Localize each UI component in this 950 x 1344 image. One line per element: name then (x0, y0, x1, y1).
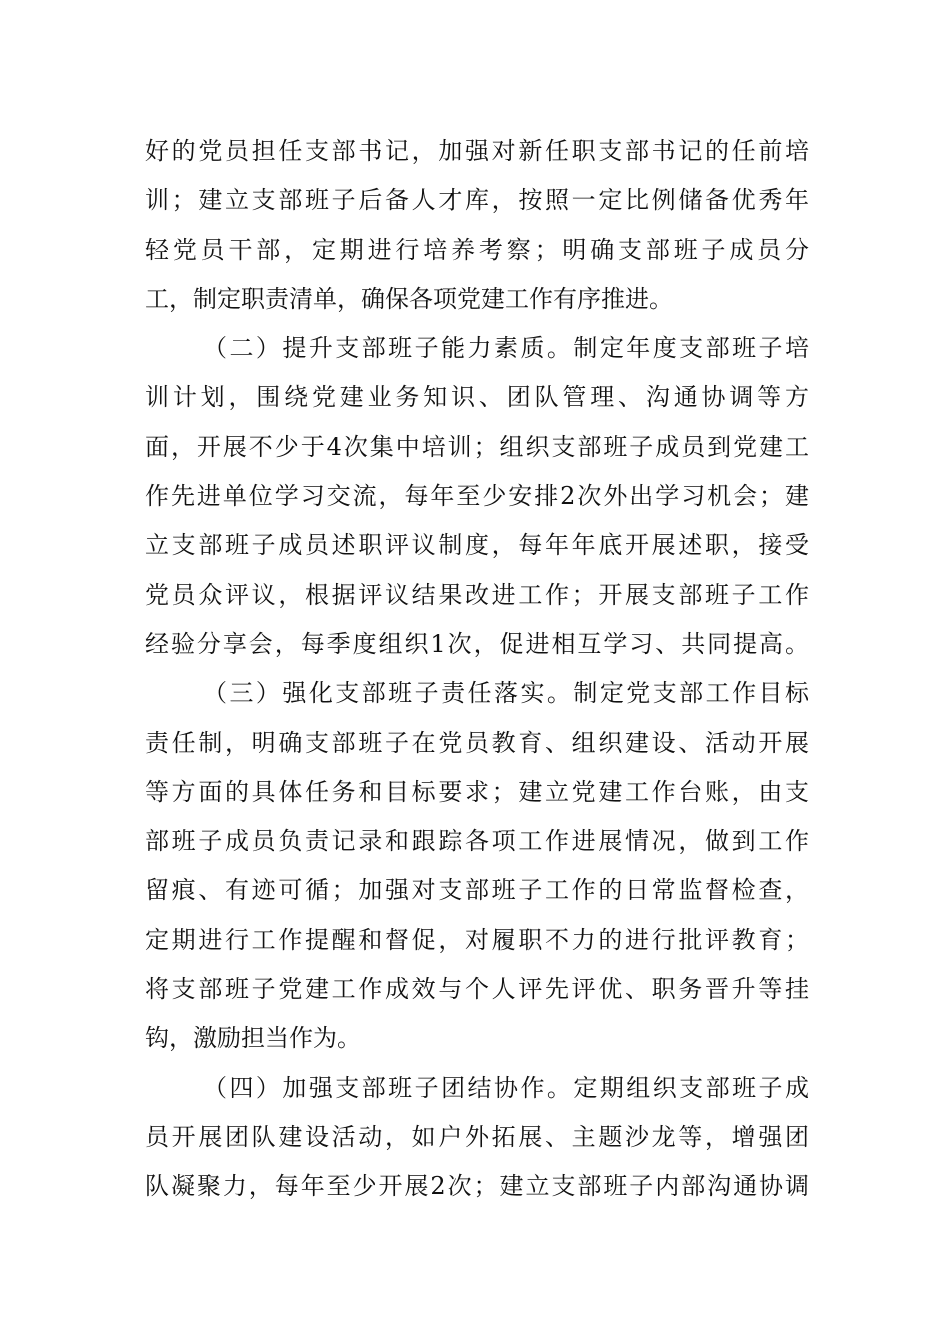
text-line: 党员众评议，根据评议结果改进工作；开展支部班子工作 (145, 580, 809, 609)
text-line: 将支部班子党建工作成效与个人评先评优、职务晋升等挂 (145, 975, 809, 1004)
text-line: 留痕、有迹可循；加强对支部班子工作的日常监督检查， (145, 876, 809, 905)
text-line: 等方面的具体任务和目标要求；建立党建工作台账，由支 (145, 777, 809, 806)
text-line: 员开展团队建设活动，如户外拓展、主题沙龙等，增强团 (145, 1122, 809, 1151)
text-line: 定期进行工作提醒和督促，对履职不力的进行批评教育； (145, 925, 809, 954)
text-line: 训计划，围绕党建业务知识、团队管理、沟通协调等方 (145, 383, 809, 412)
text-line: 队凝聚力，每年至少开展2次；建立支部班子内部沟通协调 (145, 1172, 809, 1201)
section-heading-line: （二）提升支部班子能力素质。制定年度支部班子培 (203, 334, 809, 363)
text-line: 责任制，明确支部班子在党员教育、组织建设、活动开展 (145, 728, 809, 757)
text-line: 面，开展不少于4次集中培训；组织支部班子成员到党建工 (145, 432, 809, 461)
text-line: 工，制定职责清单，确保各项党建工作有序推进。 (145, 284, 673, 313)
text-line: 训；建立支部班子后备人才库，按照一定比例储备优秀年 (145, 186, 809, 215)
text-line: 部班子成员负责记录和跟踪各项工作进展情况，做到工作 (145, 827, 809, 856)
section-heading-line: （四）加强支部班子团结协作。定期组织支部班子成 (203, 1073, 809, 1102)
text-line: 立支部班子成员述职评议制度，每年年底开展述职，接受 (145, 531, 809, 560)
text-line: 作先进单位学习交流，每年至少安排2次外出学习机会；建 (145, 482, 809, 511)
text-line: 好的党员担任支部书记，加强对新任职支部书记的任前培 (145, 137, 809, 165)
text-line: 钩，激励担当作为。 (145, 1024, 361, 1053)
document-body (145, 127, 809, 1212)
text-line: 经验分享会，每季度组织1次，促进相互学习、共同提高。 (145, 629, 809, 658)
text-line: 轻党员干部，定期进行培养考察；明确支部班子成员分 (145, 235, 809, 264)
section-heading-line: （三）强化支部班子责任落实。制定党支部工作目标 (203, 679, 809, 708)
